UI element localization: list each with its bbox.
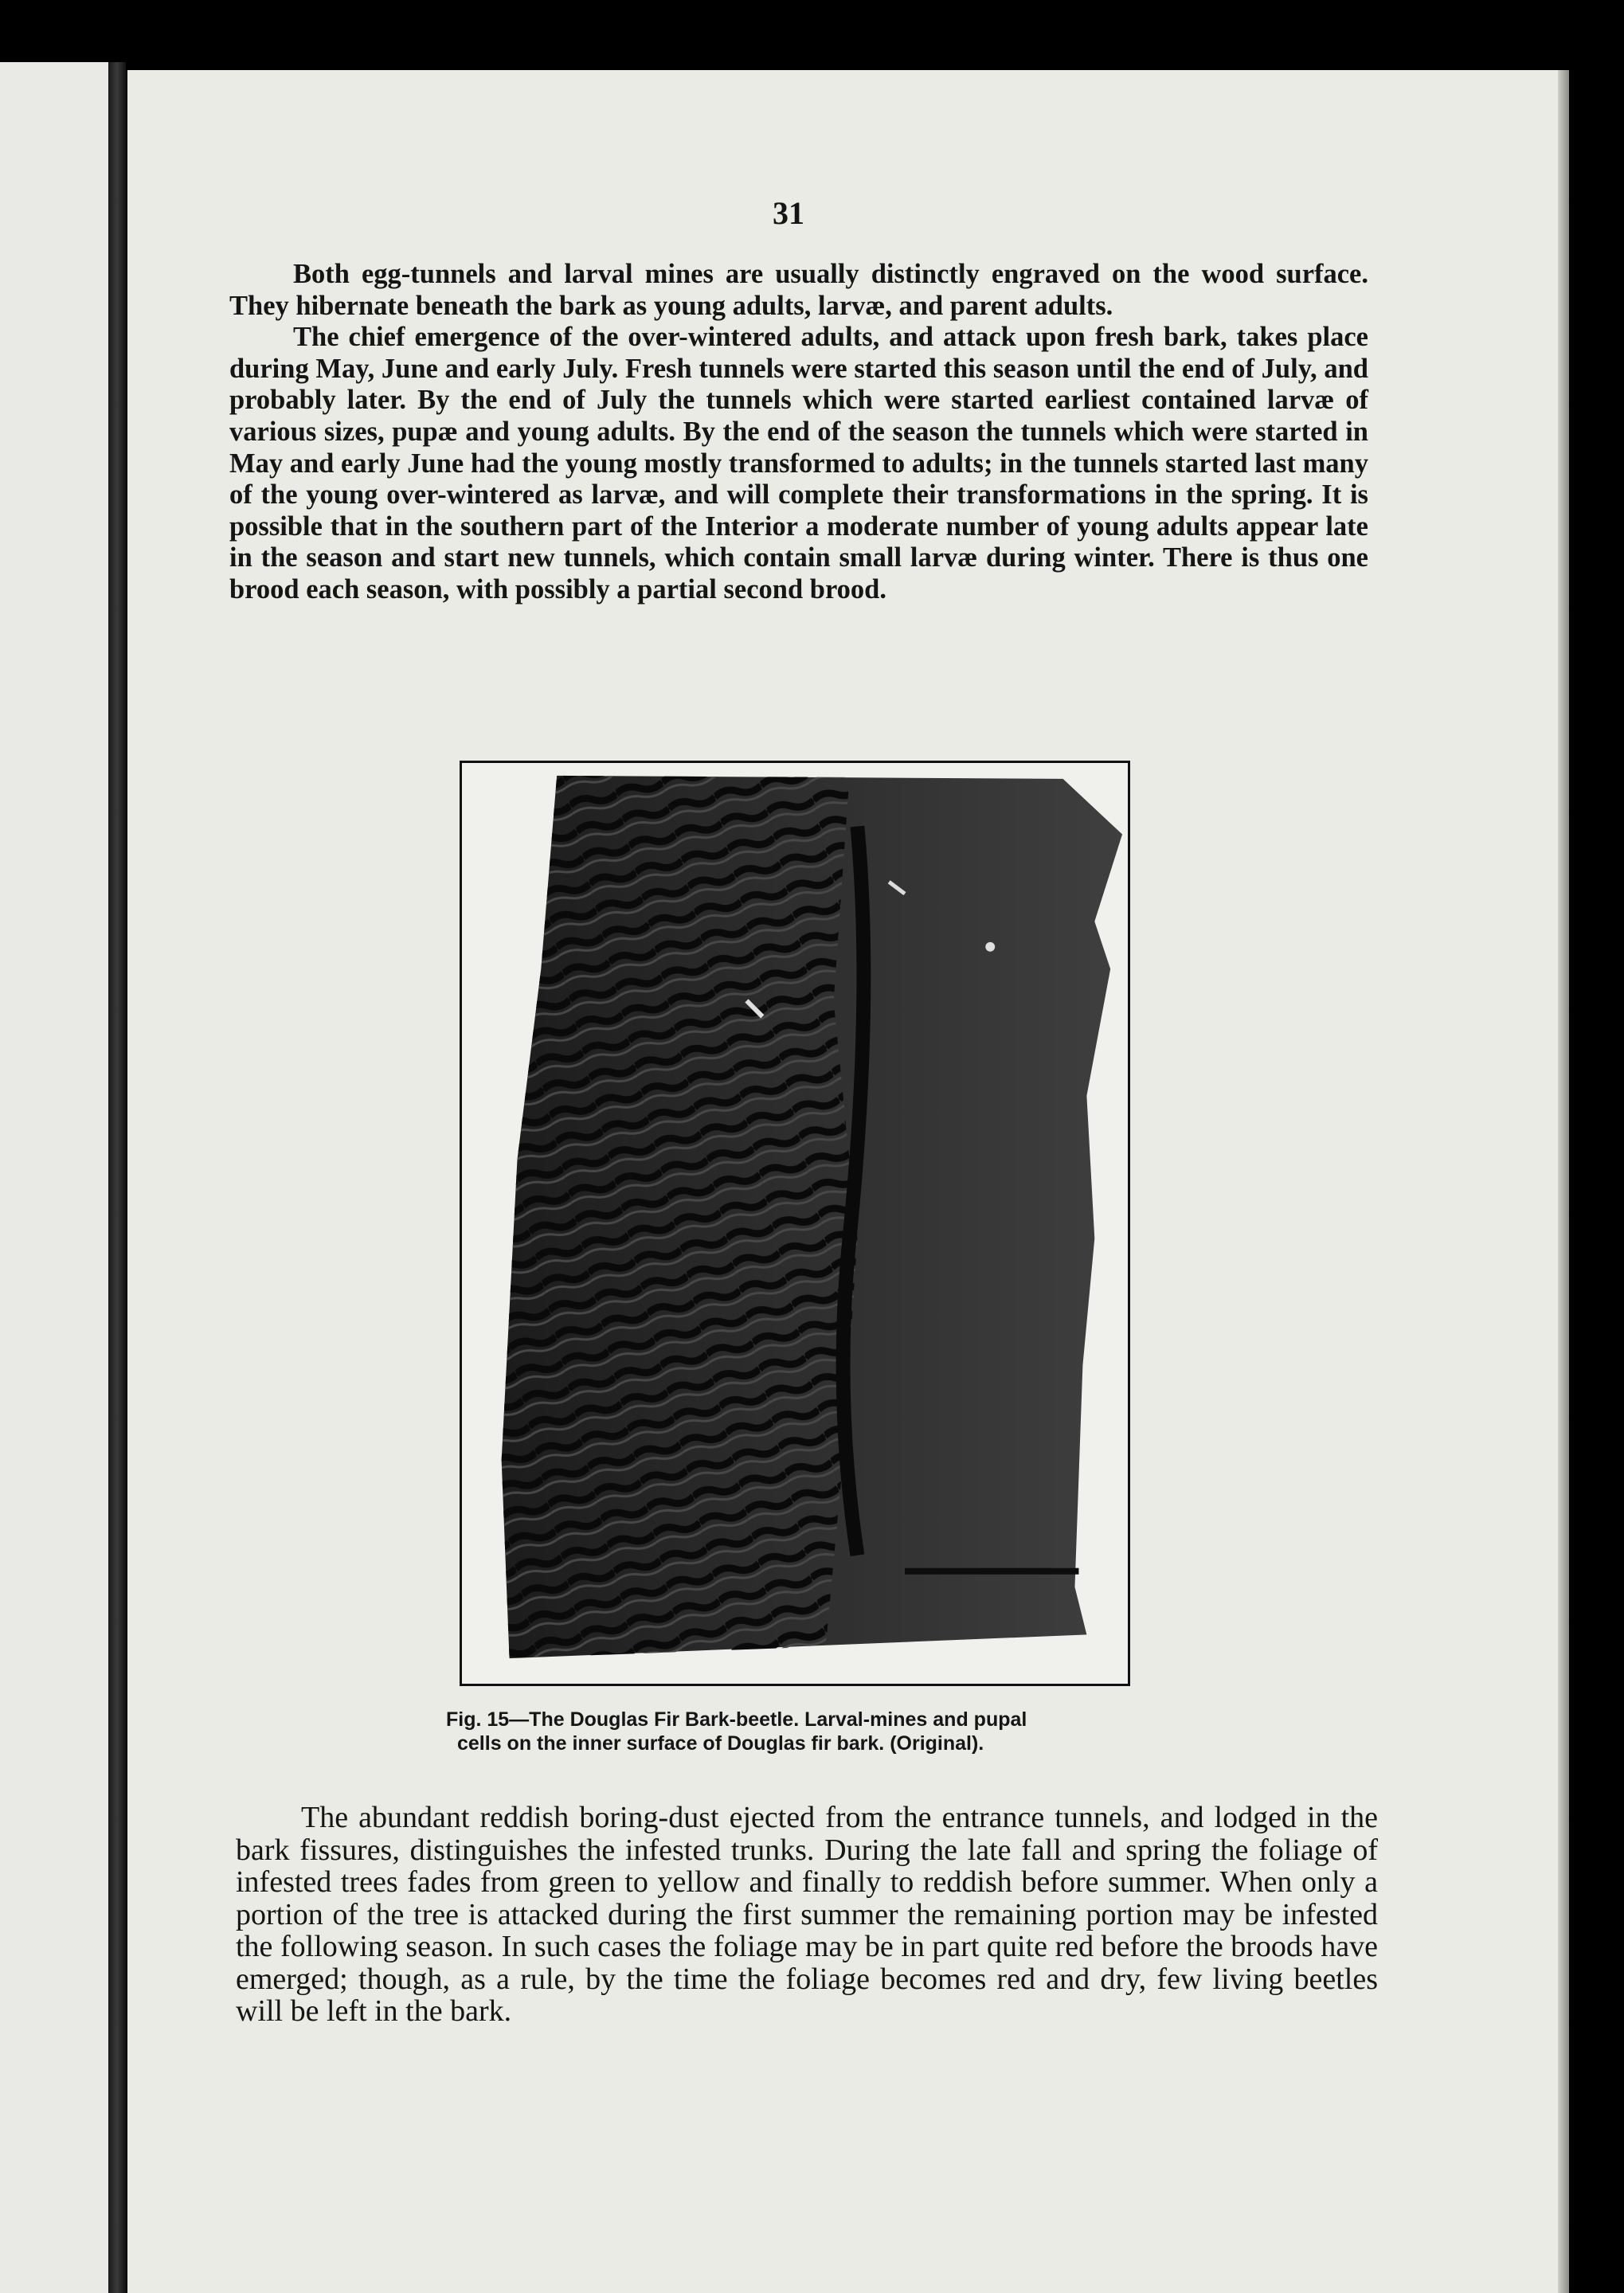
left-facing-page — [0, 62, 119, 2293]
figure-caption — [446, 1708, 1211, 1755]
book-gutter — [108, 62, 126, 2293]
bark-photo-illustration — [462, 763, 1128, 1684]
paragraph-2: The chief emergence of the over-wintered adults, and attack upon fresh bark, takes place during May, June and early July. Fresh tunnels were started this season until the end of July, and probably later. By the end of July the tunnels which were started earliest contained larvæ of various sizes, pupæ and young adults. By the end of the season the tunnels which were started in May and early June had the young mostly transformed to adults; in the tunnels started last many of the young over-wintered as larvæ, and will complete their transformations in the spring. It is possible that in the southern part of the Interior a moderate number of young adults appear late in the season and start new tunnels, which contain small larvæ during winter. There is thus one brood each season, with possibly a partial second brood. — [229, 322, 1368, 605]
caption-line-2: cells on the inner surface of Douglas fir bark. (Original). — [457, 1732, 984, 1755]
paragraph-3: The abundant reddish boring-dust ejected from the entrance tunnels, and lodged in the bark fissures, distinguishes the infested trunks. During the late fall and spring the foliage of infested trees fades from green to yellow and finally to reddish before summer. When only a portion of the tree is attacked during the first summer the remaining portion may be infested the following season. In such cases the foliage may be in part quite red before the broods have emerged; though, as a rule, by the time the foliage becomes red and dry, few living beetles will be left in the bark. — [236, 1801, 1378, 2028]
top-text-block — [229, 259, 1368, 606]
page-number: 31 — [773, 195, 804, 231]
page-edge — [1558, 70, 1569, 2293]
figure-15-photo — [460, 761, 1130, 1686]
paragraph-1: Both egg-tunnels and larval mines are usually distinctly engraved on the wood surface. They hibernate beneath the bark as young adults, larvæ, and parent adults. — [229, 259, 1368, 321]
bottom-text-block — [236, 1802, 1378, 2028]
caption-line-1: Fig. 15—The Douglas Fir Bark-beetle. Larval-mines and pupal — [446, 1708, 1027, 1731]
